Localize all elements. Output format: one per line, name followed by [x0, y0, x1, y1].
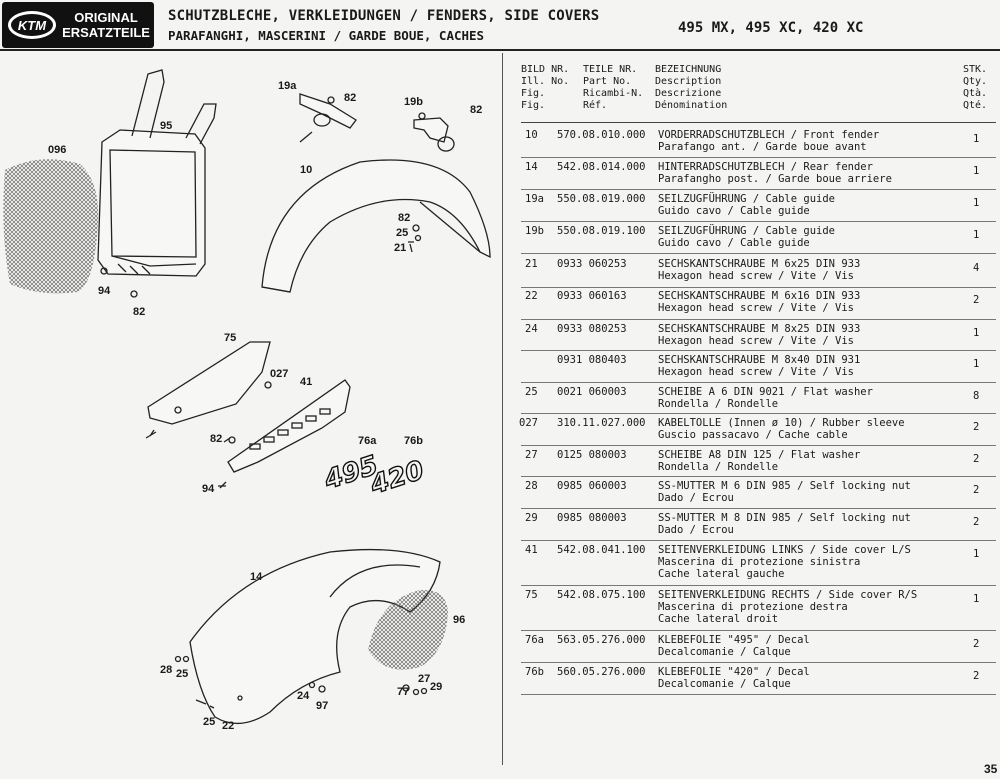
callout-27: 27	[418, 673, 431, 685]
row-part-number: 0125 080003	[557, 449, 627, 461]
row-description-2: Rondella / Rondelle	[658, 461, 779, 473]
callout-97: 97	[316, 700, 329, 712]
row-part-number: 0021 060003	[557, 386, 627, 398]
row-fig-number: 25	[525, 386, 538, 398]
table-row	[503, 414, 1000, 446]
row-description-3: Cache lateral droit	[658, 613, 779, 625]
header-description: BEZEICHNUNG Description Descrizione Dénomination	[655, 64, 728, 111]
table-row	[503, 158, 1000, 190]
row-fig-number: 19b	[525, 225, 544, 237]
callout-82-cover: 82	[210, 433, 223, 445]
row-part-number: 550.08.019.100	[557, 225, 646, 237]
row-part-number: 542.08.041.100	[557, 544, 646, 556]
diagram-drawing	[0, 52, 502, 779]
table-row	[503, 509, 1000, 541]
table-row	[503, 586, 1000, 631]
callout-41: 41	[300, 376, 313, 388]
callout-25-bottom: 25	[203, 716, 216, 728]
callout-29: 29	[430, 681, 443, 693]
row-part-number: 542.08.014.000	[557, 161, 646, 173]
row-quantity: 1	[973, 133, 980, 145]
header-qty: STK. Qty. Qtà. Qté.	[963, 64, 988, 111]
row-quantity: 1	[973, 165, 980, 177]
callout-95: 95	[160, 120, 173, 132]
page-number: 35	[984, 762, 998, 776]
row-quantity: 2	[973, 638, 980, 650]
row-quantity: 2	[973, 484, 980, 496]
row-description-1: SECHSKANTSCHRAUBE M 8x40 DIN 931	[658, 354, 861, 366]
row-fig-number: 76b	[525, 666, 544, 678]
row-quantity: 1	[973, 358, 980, 370]
exploded-diagram	[0, 52, 502, 779]
row-fig-number: 24	[525, 323, 538, 335]
headlight-mesh-096	[3, 159, 98, 293]
ktm-logo: KTM	[8, 11, 56, 39]
row-description-2: Parafangho post. / Garde boue arriere	[658, 173, 892, 185]
row-fig-number: 28	[525, 480, 538, 492]
header-rule-parts	[521, 122, 996, 123]
callout-19b: 19b	[404, 96, 423, 108]
row-part-number: 570.08.010.000	[557, 129, 646, 141]
table-row	[503, 222, 1000, 254]
row-description-2: Mascerina di protezione destra	[658, 601, 848, 613]
decal-420: 420	[366, 455, 428, 501]
table-row	[503, 190, 1000, 222]
callout-82-fender: 82	[398, 212, 411, 224]
row-description-1: KLEBEFOLIE "420" / Decal	[658, 666, 810, 678]
table-row	[503, 255, 1000, 288]
callout-96: 96	[453, 614, 466, 626]
row-description-1: SCHEIBE A 6 DIN 9021 / Flat washer	[658, 386, 873, 398]
page-header	[0, 0, 1000, 50]
table-row	[503, 351, 1000, 383]
row-description-1: SEITENVERKLEIDUNG LINKS / Side cover L/S	[658, 544, 911, 556]
model-list: 495 MX, 495 XC, 420 XC	[678, 20, 864, 36]
row-part-number: 310.11.027.000	[557, 417, 646, 429]
row-quantity: 1	[973, 197, 980, 209]
page-title: SCHUTZBLECHE, VERKLEIDUNGEN / FENDERS, SIDE COVERS	[168, 8, 600, 24]
row-description-1: SS-MUTTER M 8 DIN 985 / Self locking nut	[658, 512, 911, 524]
callout-24: 24	[297, 690, 310, 702]
side-cover-75-drawing	[146, 342, 270, 438]
row-separator	[521, 253, 996, 254]
row-quantity: 2	[973, 516, 980, 528]
row-separator	[521, 694, 996, 695]
row-part-number: 0985 080003	[557, 512, 627, 524]
row-description-1: HINTERRADSCHUTZBLECH / Rear fender	[658, 161, 873, 173]
row-quantity: 1	[973, 327, 980, 339]
callout-82-guide-a: 82	[344, 92, 357, 104]
row-description-2: Dado / Ecrou	[658, 524, 734, 536]
row-description-2: Rondella / Rondelle	[658, 398, 779, 410]
row-description-2: Hexagon head screw / Vite / Vis	[658, 270, 854, 282]
number-plate-drawing	[98, 70, 216, 276]
table-row	[503, 663, 1000, 695]
brand-line-original: ORIGINAL	[74, 10, 138, 25]
table-row	[503, 383, 1000, 414]
row-part-number: 0931 080403	[557, 354, 627, 366]
row-fig-number: 29	[525, 512, 538, 524]
callout-76b: 76b	[404, 435, 423, 447]
callout-10: 10	[300, 164, 313, 176]
row-description-1: KABELTOLLE (Innen ø 10) / Rubber sleeve	[658, 417, 905, 429]
header-part-no: TEILE NR. Part No. Ricambi-N. Réf.	[583, 64, 644, 111]
parts-table	[503, 52, 1000, 779]
callout-22: 22	[222, 720, 235, 732]
row-quantity: 4	[973, 262, 980, 274]
table-row	[503, 477, 1000, 509]
callout-77: 77	[397, 686, 410, 698]
callout-28: 28	[160, 664, 173, 676]
row-description-1: SCHEIBE A8 DIN 125 / Flat washer	[658, 449, 861, 461]
callout-25-rear: 25	[176, 668, 189, 680]
row-description-2: Guido cavo / Cable guide	[658, 205, 810, 217]
callout-76a: 76a	[358, 435, 377, 447]
row-description-2: Guido cavo / Cable guide	[658, 237, 810, 249]
row-description-1: SECHSKANTSCHRAUBE M 8x25 DIN 933	[658, 323, 861, 335]
row-quantity: 2	[973, 421, 980, 433]
row-quantity: 1	[973, 548, 980, 560]
row-fig-number: 27	[525, 449, 538, 461]
row-description-2: Hexagon head screw / Vite / Vis	[658, 366, 854, 378]
header-rule	[0, 49, 1000, 51]
callout-75: 75	[224, 332, 237, 344]
table-row	[503, 541, 1000, 586]
callout-94-cover: 94	[202, 483, 215, 495]
row-fig-number: 75	[525, 589, 538, 601]
callout-94: 94	[98, 285, 111, 297]
ktm-brand-block	[2, 2, 154, 48]
table-row	[503, 126, 1000, 158]
row-part-number: 0933 060253	[557, 258, 627, 270]
row-quantity: 2	[973, 670, 980, 682]
row-quantity: 1	[973, 229, 980, 241]
row-part-number: 542.08.075.100	[557, 589, 646, 601]
row-fig-number: 22	[525, 290, 538, 302]
page-subtitle: PARAFANGHI, MASCERINI / GARDE BOUE, CACHES	[168, 28, 485, 43]
row-description-2: Guscio passacavo / Cache cable	[658, 429, 848, 441]
callout-82-plate: 82	[133, 306, 146, 318]
row-part-number: 0933 080253	[557, 323, 627, 335]
row-description-2: Dado / Ecrou	[658, 492, 734, 504]
row-description-1: SEILZUGFÜHRUNG / Cable guide	[658, 193, 836, 205]
row-fig-number: 14	[525, 161, 538, 173]
callout-25-fender: 25	[396, 227, 409, 239]
row-quantity: 8	[973, 390, 980, 402]
callout-19a: 19a	[278, 80, 297, 92]
row-quantity: 2	[973, 453, 980, 465]
callout-096: 096	[48, 144, 67, 156]
row-description-1: SS-MUTTER M 6 DIN 985 / Self locking nut	[658, 480, 911, 492]
callout-027: 027	[270, 368, 289, 380]
table-row	[503, 631, 1000, 663]
callout-14: 14	[250, 571, 263, 583]
row-fig-number: 41	[525, 544, 538, 556]
row-fig-number: 10	[525, 129, 538, 141]
row-fig-number: 19a	[525, 193, 544, 205]
row-description-1: KLEBEFOLIE "495" / Decal	[658, 634, 810, 646]
table-row	[503, 287, 1000, 320]
front-fender-drawing	[262, 160, 490, 292]
brand-line-ersatzteile: ERSATZTEILE	[62, 25, 150, 40]
row-description-1: SECHSKANTSCHRAUBE M 6x25 DIN 933	[658, 258, 861, 270]
row-description-2: Hexagon head screw / Vite / Vis	[658, 302, 854, 314]
row-description-2: Parafango ant. / Garde boue avant	[658, 141, 867, 153]
row-description-1: SEITENVERKLEIDUNG RECHTS / Side cover R/S	[658, 589, 918, 601]
brand-text	[60, 10, 152, 40]
row-description-1: SECHSKANTSCHRAUBE M 6x16 DIN 933	[658, 290, 861, 302]
row-description-2: Hexagon head screw / Vite / Vis	[658, 335, 854, 347]
row-quantity: 1	[973, 593, 980, 605]
row-fig-number: 027	[519, 417, 538, 429]
row-fig-number: 21	[525, 258, 538, 270]
row-description-1: VORDERRADSCHUTZBLECH / Front fender	[658, 129, 880, 141]
cable-guide-19b	[414, 113, 454, 151]
tail-mesh-96	[368, 590, 448, 670]
callout-82-guide-b: 82	[470, 104, 483, 116]
row-part-number: 550.08.019.000	[557, 193, 646, 205]
row-fig-number: 76a	[525, 634, 544, 646]
row-part-number: 0933 060163	[557, 290, 627, 302]
callout-21: 21	[394, 242, 407, 254]
row-description-1: SEILZUGFÜHRUNG / Cable guide	[658, 225, 836, 237]
table-row	[503, 446, 1000, 477]
decal-495: 495	[320, 450, 382, 496]
table-row	[503, 320, 1000, 351]
row-part-number: 563.05.276.000	[557, 634, 646, 646]
row-description-2: Decalcomanie / Calque	[658, 646, 791, 658]
row-description-3: Cache lateral gauche	[658, 568, 785, 580]
row-quantity: 2	[973, 294, 980, 306]
row-part-number: 560.05.276.000	[557, 666, 646, 678]
row-part-number: 0985 060003	[557, 480, 627, 492]
row-description-2: Decalcomanie / Calque	[658, 678, 791, 690]
header-fig: BILD NR. Ill. No. Fig. Fig.	[521, 64, 570, 111]
row-description-2: Mascerina di protezione sinistra	[658, 556, 861, 568]
